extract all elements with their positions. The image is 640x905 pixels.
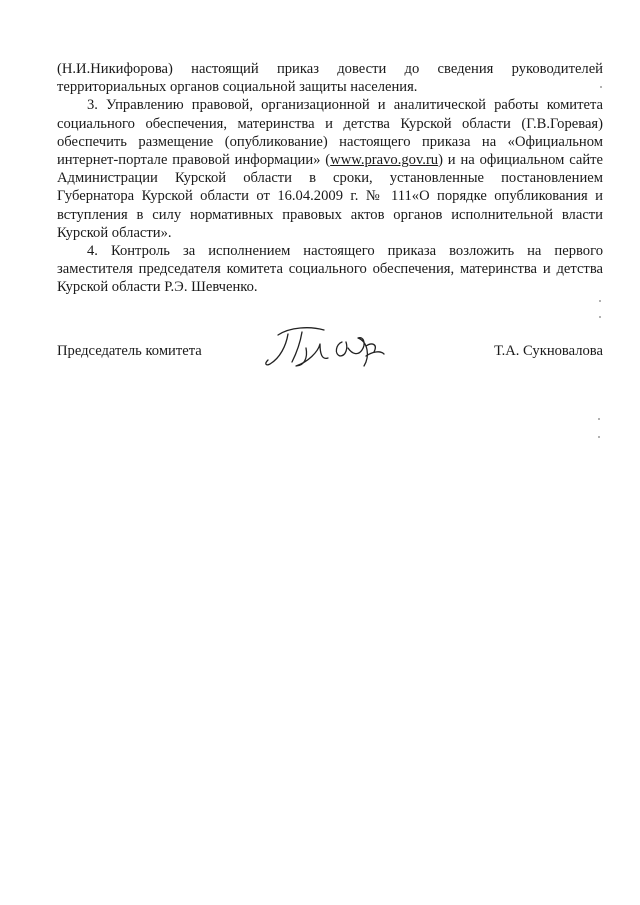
handwritten-signature xyxy=(262,322,387,374)
scan-speck xyxy=(600,86,602,88)
paragraph-4: 4. Контроль за исполнением настоящего приказа возложить на первого заместителя председателя комитета социального обеспечения, материнства и детства Курской области Р.Э. Шевченко. xyxy=(57,243,603,296)
paragraph-3-text-start: 3. Управлению правовой, организационной и аналитической работы комитета социального обеспечения, материнства и детства Курской области (Г.В.Горевая) обеспечить размещение (опубликование) настоящего приказа на «Официальном интернет-портале правовой информации» ( xyxy=(57,97,603,169)
signature-block xyxy=(57,322,603,382)
scan-speck xyxy=(599,316,601,318)
scan-speck xyxy=(598,436,600,438)
document-body xyxy=(57,60,603,297)
signatory-name: Т.А. Сукновалова xyxy=(494,343,603,359)
pravo-link[interactable]: www.pravo.gov.ru xyxy=(330,152,439,169)
paragraph-continued: (Н.И.Никифорова) настоящий приказ довести до сведения руководителей территориальных органов социальной защиты населения. xyxy=(57,61,603,96)
signatory-position: Председатель комитета xyxy=(57,343,202,359)
paragraph-3-text-end: ) и на официальном сайте Администрации Курской области в сроки, установленные постановлением Губернатора Курской области от 16.04.2009 г. № 111«О порядке опубликования и вступления в силу нормативных правовых актов органов исполнительной власти Курской области». xyxy=(57,152,603,241)
scan-speck xyxy=(599,300,601,302)
scan-speck xyxy=(598,418,600,420)
paragraph-3 xyxy=(57,96,603,242)
